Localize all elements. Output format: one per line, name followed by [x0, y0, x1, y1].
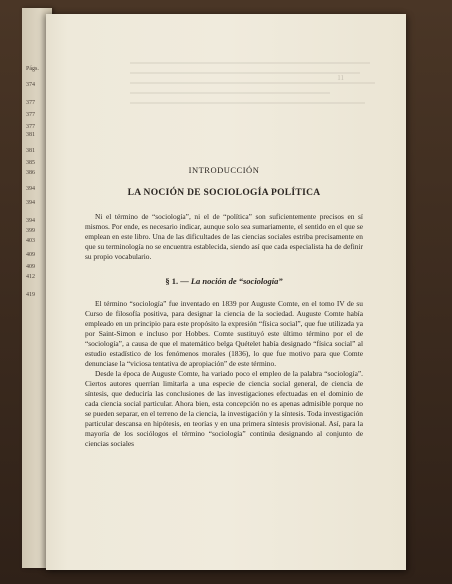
margin-page-number: 394: [26, 218, 35, 224]
margin-page-number: 409: [26, 252, 35, 258]
section-title: La noción de “sociología”: [190, 276, 283, 286]
margin-page-number: 385: [26, 160, 35, 166]
margin-page-number: 386: [26, 170, 35, 176]
paragraph: Ni el término de “sociología”, ni el de “política” son suficientemente precisos en sí mismos. Por ende, es necesario indicar, aunque solo sea sumariamente, el sentido en el que se emplean en este libro. Una de las dificultades de las ciencias sociales estriba precisamente en que su terminología no se encuentra establecida, siendo así que cada especialista ha de definir su propio vocabulario.: [85, 212, 363, 261]
running-head: 11: [337, 74, 344, 82]
margin-page-number: 381: [26, 148, 35, 154]
show-through-text: [130, 62, 380, 122]
margin-page-number: 412: [26, 274, 35, 280]
introduction-heading: INTRODUCCIÓN: [188, 165, 260, 175]
margin-page-number: Págs.: [26, 66, 39, 72]
margin-page-number: 377: [26, 124, 35, 130]
paragraph: Desde la época de Auguste Comte, ha variado poco el empleo de la palabra “sociología”. Ciertos autores querrían limitarla a una especie de ciencia social general, de ciencia de síntesis, que deduciría las conclusiones de las investigaciones efectuadas en el dominio de cada ciencia social particular. Ahora bien, esta concepción no es apenas admisible porque no se pueden separar, en el terreno de la ciencia, la investigación y la síntesis. Toda investigación particular descansa en hipótesis, en teorías y en una primera síntesis provisional. Así, para la mayoría de los sociólogos el término “sociología” continúa designando al conjunto de ciencias sociales: [85, 369, 363, 448]
margin-page-number: 377: [26, 100, 35, 106]
margin-page-number: 394: [26, 200, 35, 206]
paragraph: El término “sociología” fue inventado en 1839 por Auguste Comte, en el tomo IV de su Curso de filosofía positiva, para designar la ciencia de la sociedad. Auguste Comte había empleado en un principio para este propósito la expresión “física social”, que fue utilizada ya por Saint-Simon e incluso por Hobbes. Comte sustituyó este último término por el de “sociología”, a causa de que el matemático belga Quételet había designado “física social” al estudio estadístico de los fenómenos morales (1836), lo que fue motivo para que Comte denunciase la “viciosa tentativa de apropiación” de este término.: [85, 299, 363, 368]
margin-page-number: 394: [26, 186, 35, 192]
section-number: § 1. —: [165, 276, 189, 286]
margin-page-number: 409: [26, 264, 35, 270]
margin-page-number: 399: [26, 228, 35, 234]
margin-page-number: 403: [26, 238, 35, 244]
margin-page-number: 381: [26, 132, 35, 138]
margin-page-number: 419: [26, 292, 35, 298]
page-text: [85, 165, 363, 449]
section-heading: [85, 276, 363, 286]
chapter-title: LA NOCIÓN DE SOCIOLOGÍA POLÍTICA: [127, 188, 321, 198]
margin-page-number: 374: [26, 82, 35, 88]
margin-page-number: 377: [26, 112, 35, 118]
